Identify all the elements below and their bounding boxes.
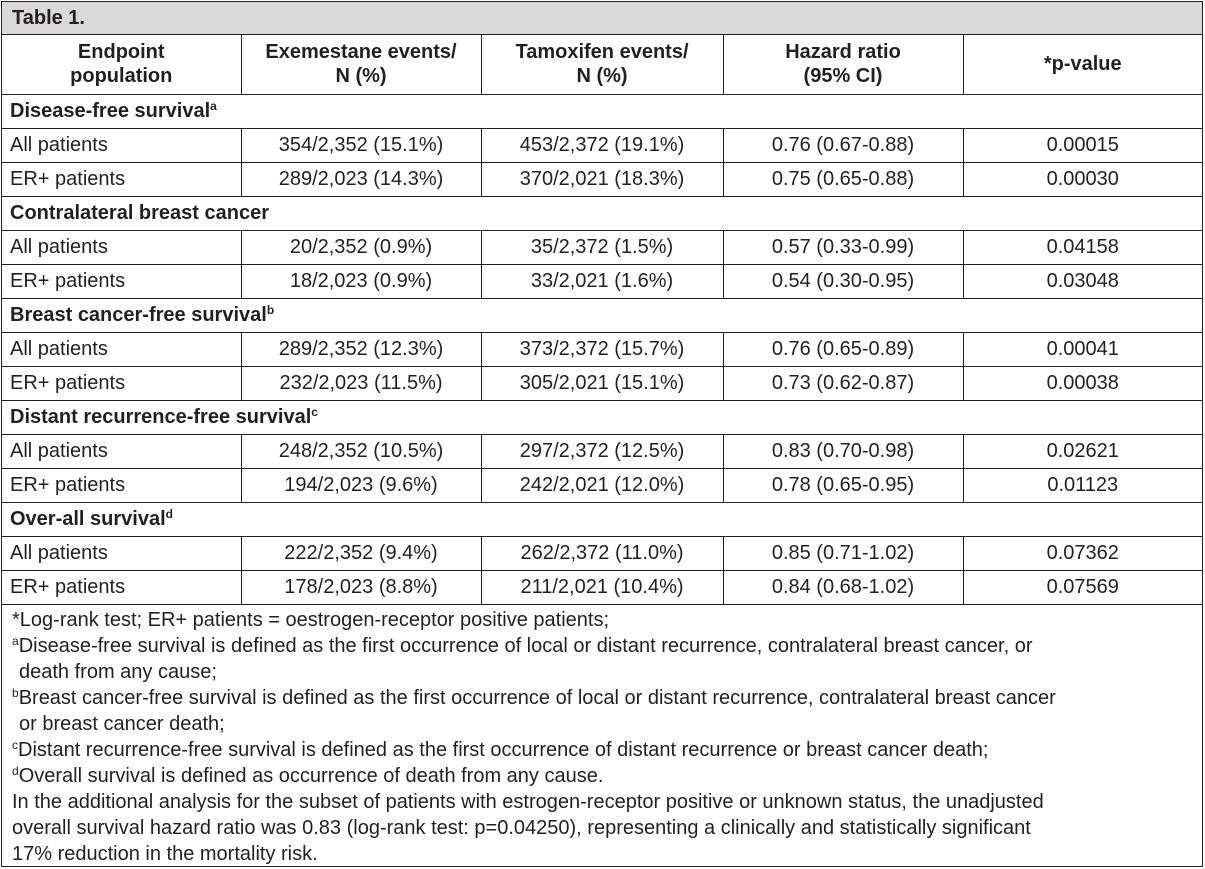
hazard-ratio-cell: 0.85 (0.71-1.02) bbox=[723, 536, 963, 570]
footnote-line: overall survival hazard ratio was 0.83 (log-rank test: p=0.04250), representing a clinically and statistically significant bbox=[12, 816, 1031, 839]
table-row bbox=[2, 366, 1202, 400]
footnote-marker: c bbox=[311, 404, 318, 419]
population-cell: All patients bbox=[2, 230, 241, 264]
table-row bbox=[2, 434, 1202, 468]
footnote-marker: d bbox=[165, 506, 173, 521]
table-row bbox=[2, 536, 1202, 570]
p-value-cell: 0.03048 bbox=[963, 264, 1202, 298]
population-cell: All patients bbox=[2, 128, 241, 162]
population-cell: ER+ patients bbox=[2, 570, 241, 604]
section-row bbox=[2, 298, 1202, 332]
population-cell: All patients bbox=[2, 536, 241, 570]
exemestane-cell: 289/2,352 (12.3%) bbox=[241, 332, 481, 366]
header-tamoxifen: Tamoxifen events/ N (%) bbox=[481, 35, 723, 94]
population-cell: ER+ patients bbox=[2, 366, 241, 400]
header-hazard-ratio: Hazard ratio (95% CI) bbox=[723, 35, 963, 94]
section-title: Disease-free survival$^a$ bbox=[2, 94, 1202, 128]
exemestane-cell: 194/2,023 (9.6%) bbox=[241, 468, 481, 502]
table-footnotes bbox=[2, 605, 1202, 867]
tamoxifen-cell: 297/2,372 (12.5%) bbox=[481, 434, 723, 468]
footnote-marker: b bbox=[266, 302, 275, 317]
header-exemestane: Exemestane events/ N (%) bbox=[241, 35, 481, 94]
footnote-line: *Log-rank test; ER+ patients = oestrogen-receptor positive patients; bbox=[12, 608, 610, 631]
hazard-ratio-cell: 0.73 (0.62-0.87) bbox=[723, 366, 963, 400]
p-value-cell: 0.00030 bbox=[963, 162, 1202, 196]
p-value-cell: 0.07569 bbox=[963, 570, 1202, 604]
p-value-cell: 0.00015 bbox=[963, 128, 1202, 162]
section-title: Breast cancer-free survival$^b$ bbox=[2, 298, 1202, 332]
exemestane-cell: 248/2,352 (10.5%) bbox=[241, 434, 481, 468]
exemestane-cell: 354/2,352 (15.1%) bbox=[241, 128, 481, 162]
exemestane-cell: 20/2,352 (0.9%) bbox=[241, 230, 481, 264]
hazard-ratio-cell: 0.78 (0.65-0.95) bbox=[723, 468, 963, 502]
header-p-value: *p-value bbox=[963, 35, 1202, 94]
table-row bbox=[2, 162, 1202, 196]
table-row bbox=[2, 264, 1202, 298]
exemestane-cell: 178/2,023 (8.8%) bbox=[241, 570, 481, 604]
footnote-marker: c bbox=[12, 737, 18, 752]
p-value-cell: 0.07362 bbox=[963, 536, 1202, 570]
section-title: Over-all survival$^d$ bbox=[2, 502, 1202, 536]
section-row bbox=[2, 502, 1202, 536]
population-cell: ER+ patients bbox=[2, 162, 241, 196]
tamoxifen-cell: 262/2,372 (11.0%) bbox=[481, 536, 723, 570]
hazard-ratio-cell: 0.57 (0.33-0.99) bbox=[723, 230, 963, 264]
hazard-ratio-cell: 0.84 (0.68-1.02) bbox=[723, 570, 963, 604]
table-row bbox=[2, 332, 1202, 366]
footnote-marker: b bbox=[12, 685, 19, 700]
tamoxifen-cell: 33/2,021 (1.6%) bbox=[481, 264, 723, 298]
p-value-cell: 0.01123 bbox=[963, 468, 1202, 502]
tamoxifen-cell: 370/2,021 (18.3%) bbox=[481, 162, 723, 196]
tamoxifen-cell: 35/2,372 (1.5%) bbox=[481, 230, 723, 264]
hazard-ratio-cell: 0.76 (0.65-0.89) bbox=[723, 332, 963, 366]
results-table bbox=[2, 35, 1202, 605]
table-row bbox=[2, 230, 1202, 264]
tamoxifen-cell: 242/2,021 (12.0%) bbox=[481, 468, 723, 502]
footnote-line: In the additional analysis for the subset of patients with estrogen-receptor positive or unknown status, the unadjusted bbox=[12, 790, 1044, 813]
footnote-marker: a bbox=[210, 98, 217, 113]
hazard-ratio-cell: 0.75 (0.65-0.88) bbox=[723, 162, 963, 196]
population-cell: ER+ patients bbox=[2, 264, 241, 298]
p-value-cell: 0.00038 bbox=[963, 366, 1202, 400]
footnote-line: or breast cancer death; bbox=[19, 712, 225, 735]
tamoxifen-cell: 453/2,372 (19.1%) bbox=[481, 128, 723, 162]
population-cell: All patients bbox=[2, 434, 241, 468]
footnote-line: $^a$Disease-free survival is defined as the first occurrence of local or distant recurrence, contralateral breast cancer, or bbox=[12, 633, 1033, 657]
table-row bbox=[2, 570, 1202, 604]
header-endpoint: Endpoint population bbox=[2, 35, 241, 94]
section-row bbox=[2, 196, 1202, 230]
p-value-cell: 0.04158 bbox=[963, 230, 1202, 264]
tamoxifen-cell: 305/2,021 (15.1%) bbox=[481, 366, 723, 400]
table-row bbox=[2, 468, 1202, 502]
exemestane-cell: 232/2,023 (11.5%) bbox=[241, 366, 481, 400]
table-row bbox=[2, 128, 1202, 162]
footnote-line: 17% reduction in the mortality risk. bbox=[12, 842, 318, 865]
table-caption: Table 1. bbox=[2, 2, 1202, 35]
exemestane-cell: 222/2,352 (9.4%) bbox=[241, 536, 481, 570]
population-cell: ER+ patients bbox=[2, 468, 241, 502]
tamoxifen-cell: 211/2,021 (10.4%) bbox=[481, 570, 723, 604]
section-title: Distant recurrence-free survival$^c$ bbox=[2, 400, 1202, 434]
p-value-cell: 0.02621 bbox=[963, 434, 1202, 468]
footnote-marker: a bbox=[12, 633, 19, 648]
footnote-line: death from any cause; bbox=[19, 660, 217, 683]
hazard-ratio-cell: 0.76 (0.67-0.88) bbox=[723, 128, 963, 162]
p-value-cell: 0.00041 bbox=[963, 332, 1202, 366]
footnote-line: $^d$Overall survival is defined as occurrence of death from any cause. bbox=[12, 763, 604, 787]
exemestane-cell: 18/2,023 (0.9%) bbox=[241, 264, 481, 298]
table-figure bbox=[1, 1, 1203, 867]
population-cell: All patients bbox=[2, 332, 241, 366]
section-row bbox=[2, 94, 1202, 128]
hazard-ratio-cell: 0.54 (0.30-0.95) bbox=[723, 264, 963, 298]
footnote-line: $^b$Breast cancer-free survival is defined as the first occurrence of local or distant recurrence, contralateral breast cancer bbox=[12, 685, 1056, 709]
footnote-marker: d bbox=[12, 763, 19, 778]
section-title: Contralateral breast cancer bbox=[2, 196, 1202, 230]
header-row bbox=[2, 35, 1202, 94]
section-row bbox=[2, 400, 1202, 434]
footnote-line: $^c$Distant recurrence-free survival is defined as the first occurrence of distant recurrence or breast cancer death; bbox=[12, 737, 989, 761]
tamoxifen-cell: 373/2,372 (15.7%) bbox=[481, 332, 723, 366]
exemestane-cell: 289/2,023 (14.3%) bbox=[241, 162, 481, 196]
hazard-ratio-cell: 0.83 (0.70-0.98) bbox=[723, 434, 963, 468]
